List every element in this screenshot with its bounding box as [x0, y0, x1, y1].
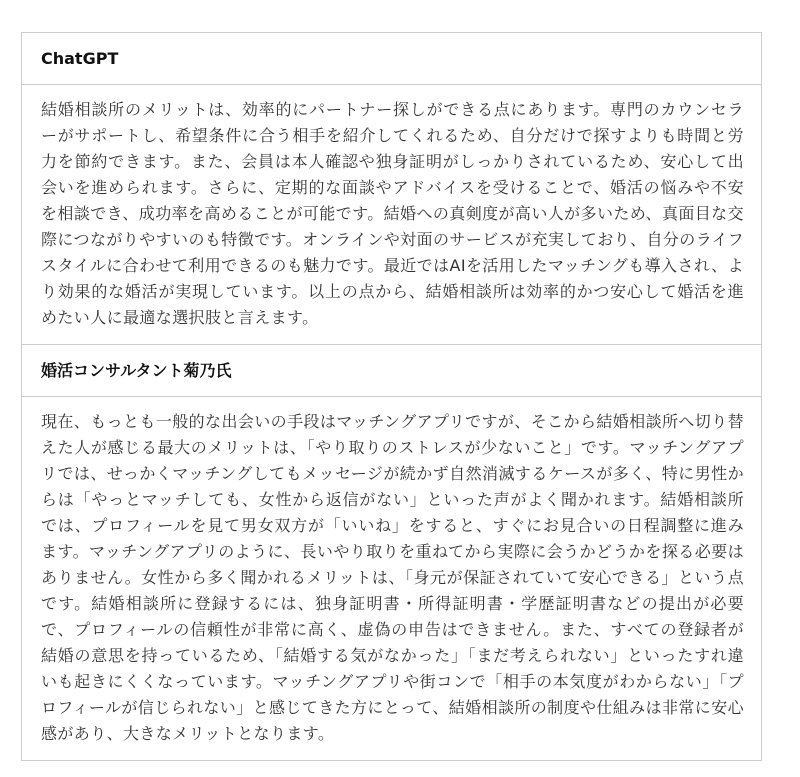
section-heading-consultant: 婚活コンサルタント菊乃氏 [22, 345, 761, 397]
section-body-consultant: 現在、もっとも一般的な出会いの手段はマッチングアプリですが、そこから結婚相談所へ切り替えた人が感じる最大のメリットは、「やり取りのストレスが少ないこと」です。マッチングアプリでは、せっかくマッチングしてもメッセージが続かず自然消滅するケースが多く、特に男性からは「やっとマッチしても、女性から返信がない」といった声がよく聞かれます。結婚相談所では、プロフィールを見て男女双方が「いいね」をすると、すぐにお見合いの日程調整に進みます。マッチングアプリのように、長いやり取りを重ねてから実際に会うかどうかを探る必要はありません。女性から多く聞かれるメリットは、「身元が保証されていて安心できる」という点です。結婚相談所に登録するには、独身証明書・所得証明書・学歴証明書などの提出が必要で、プロフィールの信頼性が非常に高く、虚偽の申告はできません。また、すべての登録者が結婚の意思を持っているため、「結婚する気がなかった」「まだ考えられない」といったすれ違いも起きにくくなっています。マッチングアプリや街コンで「相手の本気度がわからない」「プロフィールが信じられない」と感じてきた方にとって、結婚相談所の制度や仕組みは非常に安心感があり、大きなメリットとなります。 [41, 412, 744, 743]
section-consultant [22, 345, 761, 760]
section-chatgpt [22, 33, 761, 345]
section-heading-chatgpt: ChatGPT [22, 33, 761, 85]
section-body-chatgpt: 結婚相談所のメリットは、効率的にパートナー探しができる点にあります。専門のカウンセラーがサポートし、希望条件に合う相手を紹介してくれるため、自分だけで探すよりも時間と労力を節約できます。また、会員は本人確認や独身証明がしっかりされているため、安心して出会いを進められます。さらに、定期的な面談やアドバイスを受けることで、婚活の悩みや不安を相談でき、成功率を高めることが可能です。結婚への真剣度が高い人が多いため、真面目な交際につながりやすいのも特徴です。オンラインや対面のサービスが充実しており、自分のライフスタイルに合わせて利用できるのも魅力です。最近ではAIを活用したマッチングも導入され、より効果的な婚活が実現しています。以上の点から、結婚相談所は効率的かつ安心して婚活を進めたい人に最適な選択肢と言えます。 [22, 85, 761, 345]
comparison-table [21, 32, 762, 761]
